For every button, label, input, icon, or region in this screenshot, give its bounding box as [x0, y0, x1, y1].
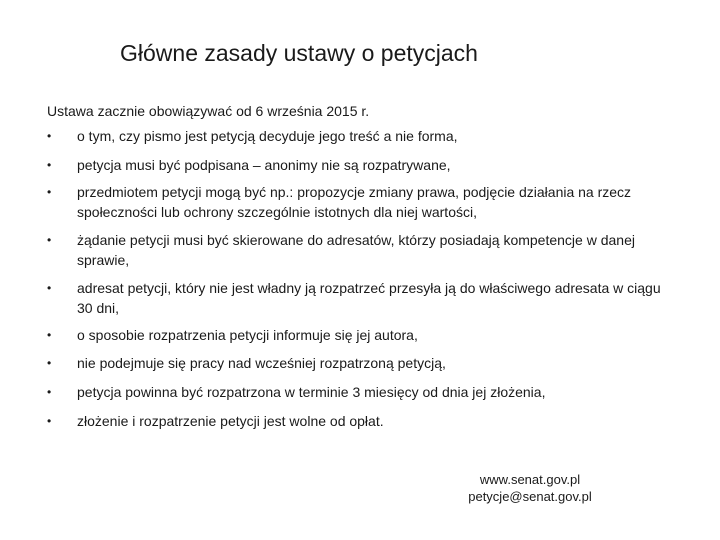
list-item-text: nie podejmuje się pracy nad wcześniej rozpatrzoną petycją,: [77, 355, 446, 371]
list-item: [47, 353, 687, 373]
list-item-text: petycja powinna być rozpatrzona w terminie 3 miesięcy od dnia jej złożenia,: [77, 384, 546, 400]
bullet-icon: •: [47, 129, 52, 143]
list-item: [47, 325, 687, 345]
footer-website[interactable]: www.senat.gov.pl: [479, 472, 581, 487]
page-title: Główne zasady ustawy o petycjach: [120, 40, 478, 66]
list-item-text: adresat petycji, który nie jest władny ją rozpatrzeć przesyła ją do właściwego adresata w ciągu 30 dni,: [77, 280, 661, 316]
list-item: [47, 155, 687, 175]
list-item-text: złożenie i rozpatrzenie petycji jest wolne od opłat.: [77, 413, 384, 429]
bullet-icon: •: [47, 158, 52, 172]
list-item-text: o tym, czy pismo jest petycją decyduje jego treść a nie forma,: [77, 128, 458, 144]
list-item: [47, 382, 687, 402]
footer-email[interactable]: petycje@senat.gov.pl: [468, 489, 592, 504]
intro-text: Ustawa zacznie obowiązywać od 6 września 2015 r.: [47, 103, 370, 119]
list-item: [47, 182, 687, 222]
bullet-icon: •: [47, 356, 52, 370]
list-item: [47, 411, 687, 431]
bullet-icon: •: [47, 385, 52, 399]
bullet-icon: •: [47, 281, 52, 295]
bullet-icon: •: [47, 185, 52, 199]
bullet-icon: •: [47, 414, 52, 428]
bullet-icon: •: [47, 233, 52, 247]
list-item: [47, 278, 687, 318]
bullet-icon: •: [47, 328, 52, 342]
list-item-text: petycja musi być podpisana – anonimy nie są rozpatrywane,: [77, 157, 451, 173]
list-item: [47, 126, 687, 146]
list-item-text: o sposobie rozpatrzenia petycji informuje się jej autora,: [77, 327, 418, 343]
list-item-text: przedmiotem petycji mogą być np.: propozycje zmiany prawa, podjęcie działania na rzecz społeczności lub ochrony szczególnie istotnych dla niej wartości,: [77, 184, 632, 220]
list-item-text: żądanie petycji musi być skierowane do adresatów, którzy posiadają kompetencje w danej sprawie,: [77, 232, 635, 268]
list-item: [47, 230, 687, 270]
